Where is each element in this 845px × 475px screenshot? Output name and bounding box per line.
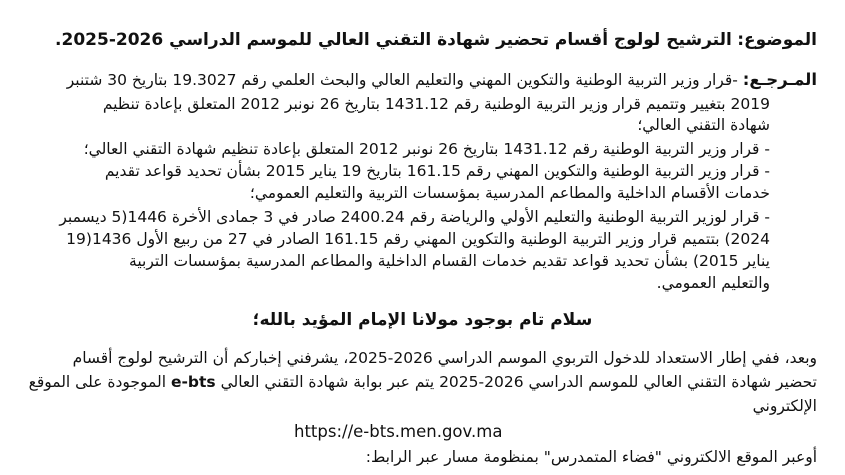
body-line-2-start: تحضير شهادة التقني العالي للموسم الدراسي 2026-2025 يتم عبر بوابة شهادة التقني العالي <box>220 373 817 391</box>
reference-2-line-1: - قرار وزير التربية الوطنية رقم 1431.12 بتاريخ 26 نونبر 2012 المتعلق بإعادة تنظيم شهادة التقني العالي؛ <box>83 140 770 158</box>
salutation: سلام تام بوجود مولانا الإمام المؤيد بالله؛ <box>252 310 593 330</box>
body-line-1: وبعد، ففي إطار الاستعداد للدخول التربوي الموسم الدراسي 2026-2025، يشرفني إخباركم أن الترشيح لولوج أقسام <box>72 349 817 367</box>
body-line-2 <box>29 371 817 393</box>
reference-1-line-3: شهادة التقني العالي؛ <box>637 116 770 134</box>
body-line-2-end: الموجودة على الموقع <box>28 373 166 391</box>
subject-line <box>55 29 817 51</box>
ebts-url-link[interactable]: https://e-bts.men.gov.ma <box>294 422 503 441</box>
massar-line: أوعبر الموقع الالكتروني "فضاء المتمدرس" بمنظومة مسار عبر الرابط: <box>365 448 817 466</box>
subject-text: الترشيح لولوج أقسام تحضير شهادة التقني العالي للموسم الدراسي 2026-2025. <box>55 30 732 50</box>
ebts-brand: e-bts <box>170 373 216 391</box>
reference-1-line-1 <box>67 69 817 91</box>
reference-4-line-3: يناير 2015) بشأن تحديد قواعد تقديم خدمات القسام الداخلية والمطاعم المدرسية بمؤسسات التربية <box>129 252 770 270</box>
reference-3-line-2: خدمات الأقسام الداخلية والمطاعم المدرسية بمؤسسات التربية والتعليم العمومي؛ <box>249 184 770 202</box>
reference-text: -قرار وزير التربية الوطنية والتكوين المهني والتعليم العالي والبحث العلمي رقم 19.3027 بتاريخ 30 شتنبر <box>66 71 738 89</box>
reference-1-line-2: 2019 بتغيير وتتميم قرار وزير التربية الوطنية رقم 1431.12 بتاريخ 26 نونبر 2012 المتعلق بإعادة تنظيم <box>102 95 770 113</box>
reference-4-line-2: 2024) بتتميم قرار وزير التربية الوطنية والتكوين المهني رقم 161.15 الصادر في 27 من ربيع الأول 1436(19 <box>66 230 770 248</box>
reference-4-line-4: والتعليم العمومي. <box>656 274 770 292</box>
references-label: المـرجـع: <box>742 70 817 89</box>
subject-label: الموضوع: <box>737 30 817 50</box>
body-line-3: الإلكتروني <box>752 397 817 415</box>
reference-4-line-1: - قرار لوزير التربية الوطنية والتعليم الأولي والرياضة رقم 2400.24 صادر في 3 جمادى الأخرة 1446(5 ديسمبر <box>59 208 770 226</box>
reference-3-line-1: - قرار وزير التربية الوطنية والتكوين المهني رقم 161.15 بتاريخ 19 يناير 2015 بشأن تحديد قواعد تقديم <box>104 162 770 180</box>
